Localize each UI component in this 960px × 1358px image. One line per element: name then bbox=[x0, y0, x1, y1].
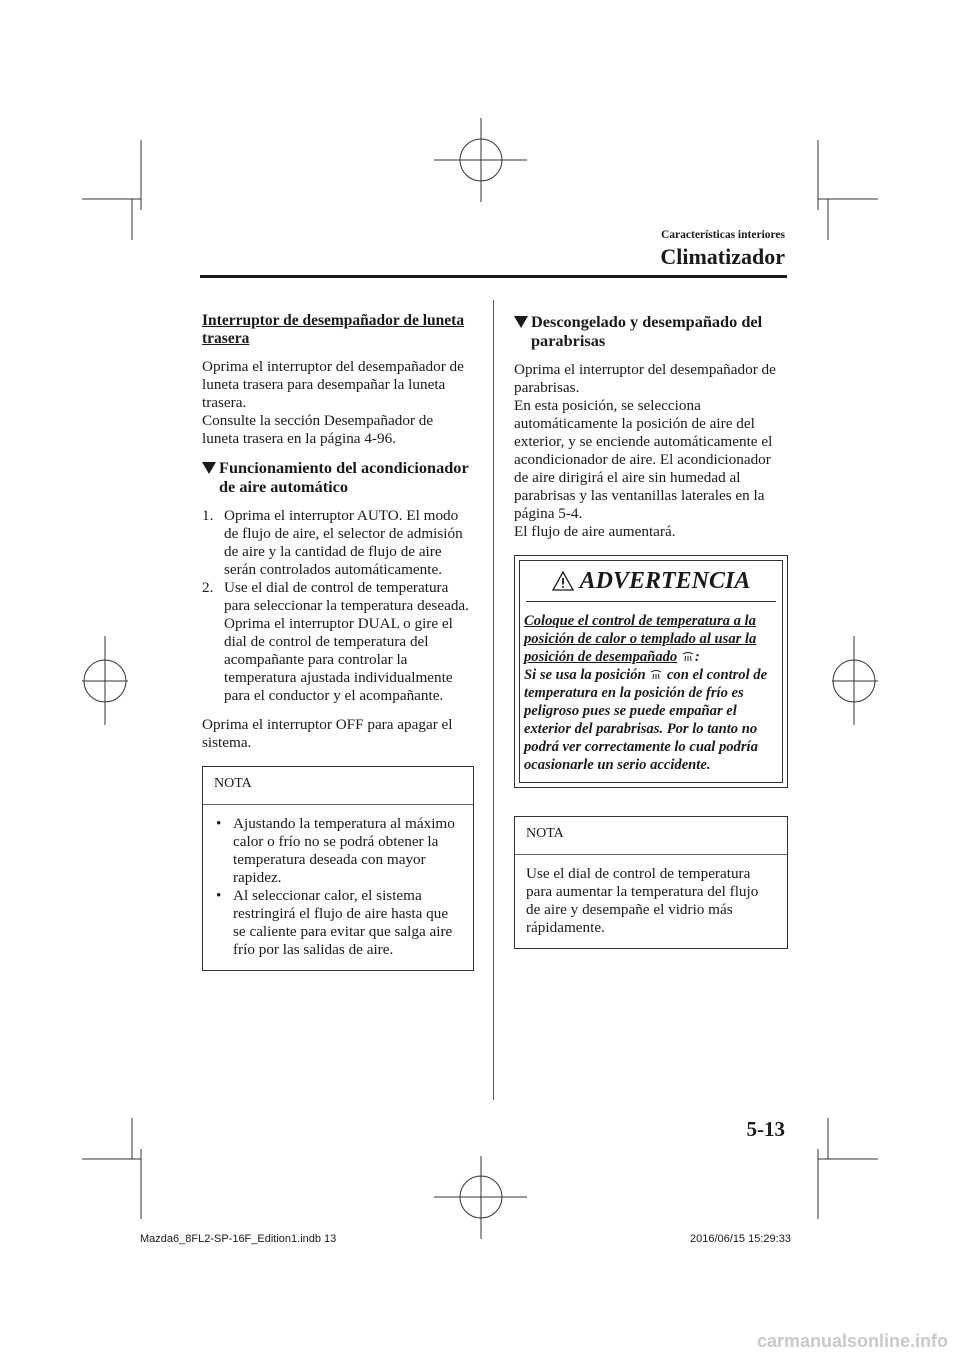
triangle-down-icon bbox=[202, 462, 216, 474]
airflow-increase-text: El flujo de aire aumentará. bbox=[514, 523, 676, 540]
bullet-icon: • bbox=[216, 887, 222, 904]
rear-defogger-subheading: Interruptor de desempañador de luneta trasera bbox=[202, 312, 465, 347]
auto-ac-steps bbox=[202, 507, 474, 705]
warning-title: ADVERTENCIA bbox=[526, 561, 776, 602]
triangle-down-icon bbox=[514, 316, 528, 328]
warning-triangle-icon bbox=[552, 571, 574, 591]
list-item: 2. Use el dial de control de temperatura para seleccionar la temperatura deseada. Oprima el interruptor DUAL o gire el dial de control de temperatura del acompañante para controlar la temperatura ajustada individualmente para el conductor y el acompañante. bbox=[202, 579, 469, 704]
list-item: 1. Oprima el interruptor AUTO. El modo de flujo de aire, el selector de admisión de aire y la cantidad de flujo de aire serán controlados automáticamente. bbox=[202, 507, 463, 578]
column-divider bbox=[493, 300, 494, 1100]
warning-lead: Coloque el control de temperatura a la posición de calor o templado al usar la posición de desempañado : bbox=[524, 613, 757, 665]
warning-body: Si se usa la posición con el control de temperatura en la posición de frío es peligroso pues se puede empañar el exterior del parabrisas. Por lo tanto no podrá ver correctamente lo cual podría ocasionarle un serio accidente. bbox=[524, 667, 768, 773]
list-item: • Al seleccionar calor, el sistema restringirá el flujo de aire hasta que se caliente para evitar que salga aire frío por las salidas de aire. bbox=[216, 887, 453, 958]
nota-title: NOTA bbox=[515, 817, 787, 855]
off-switch-text: Oprima el interruptor OFF para apagar el sistema. bbox=[202, 716, 453, 751]
windshield-defrost-icon bbox=[682, 650, 694, 662]
rear-defogger-text: Oprima el interruptor del desempañador de luneta trasera para desempañar la luneta trasera. bbox=[202, 358, 464, 411]
auto-ac-heading: Funcionamiento del acondicionador de aire automático bbox=[202, 458, 474, 496]
right-column bbox=[514, 312, 788, 949]
header-section-label: Características interiores bbox=[660, 229, 785, 241]
header-rule bbox=[200, 275, 787, 278]
footer-file-name: Mazda6_8FL2-SP-16F_Edition1.indb 13 bbox=[140, 1233, 337, 1245]
watermark: carmanualsonline.info bbox=[756, 1331, 948, 1351]
footer-datetime: 2016/06/15 15:29:33 bbox=[690, 1233, 791, 1245]
nota-title: NOTA bbox=[203, 767, 473, 805]
nota-text: Use el dial de control de temperatura para aumentar la temperatura del flujo de aire y desempañe el vidrio más rápidamente. bbox=[526, 865, 759, 936]
windshield-defrost-icon bbox=[650, 668, 662, 680]
rear-defogger-reference: Consulte la sección Desempañador de luneta trasera en la página 4-96. bbox=[202, 412, 434, 447]
page-number: 5-13 bbox=[746, 1117, 785, 1141]
left-column bbox=[202, 312, 474, 971]
list-item: • Ajustando la temperatura al máximo calor o frío no se podrá obtener la temperatura deseada con mayor rapidez. bbox=[216, 815, 455, 886]
header-title: Climatizador bbox=[660, 244, 785, 269]
defrost-explanation: En esta posición, se selecciona automáticamente la posición de aire del exterior, y se enciende automáticamente el acondicionador de aire. El acondicionador de aire dirigirá el aire sin humedad al parabrisas y las ventanillas laterales en la página 5-4. bbox=[514, 397, 773, 522]
bullet-icon: • bbox=[216, 815, 222, 832]
nota-box-right bbox=[514, 816, 788, 949]
warning-box bbox=[514, 555, 788, 788]
defrost-switch-text: Oprima el interruptor del desempañador de parabrisas. bbox=[514, 361, 776, 396]
windshield-defrost-heading: Descongelado y desempañado del parabrisas bbox=[514, 312, 788, 350]
nota-box-left bbox=[202, 766, 474, 971]
